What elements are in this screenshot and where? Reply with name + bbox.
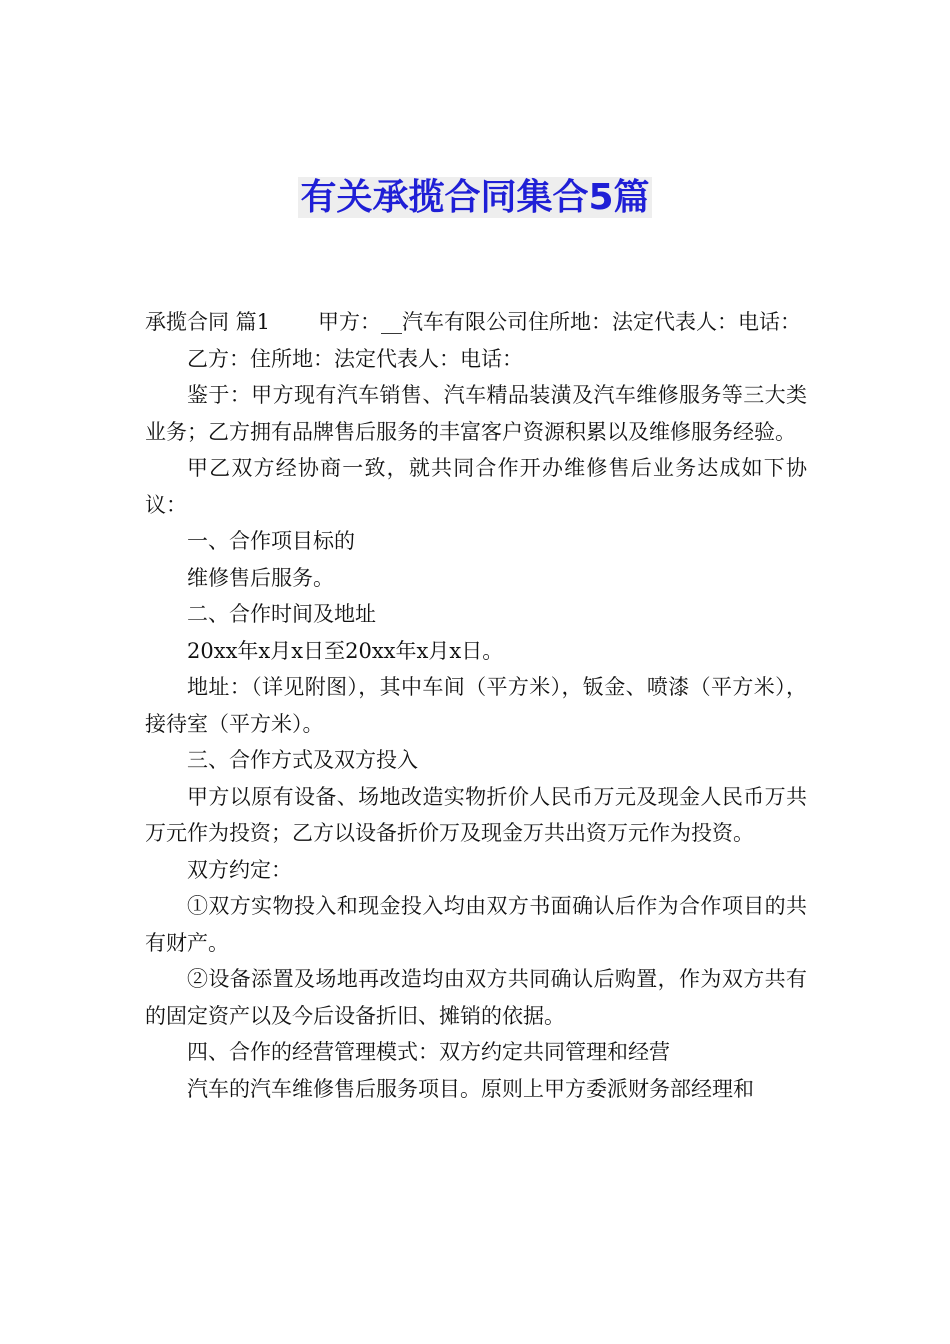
paragraph-16: 汽车的汽车维修售后服务项目。原则上甲方委派财务部经理和 [187,1076,754,1101]
paragraph-12: 双方约定： [187,857,292,882]
paragraph-6: 维修售后服务。 [187,565,334,590]
paragraph-4: 甲乙双方经协商一致，就共同合作开办维修售后业务达成如下协议： [145,456,807,517]
paragraph-3: 鉴于：甲方现有汽车销售、汽车精品装潢及汽车维修服务等三大类业务；乙方拥有品牌售后服务的丰富客户资源积累以及维修服务经验。 [145,383,807,444]
paragraph-10: 三、合作方式及双方投入 [187,748,418,772]
paragraph-14: ②设备添置及场地再改造均由双方共同确认后购置，作为双方共有的固定资产以及今后设备折旧、摊销的依据。 [145,967,807,1028]
paragraph-1 [145,304,807,341]
document-title [0,172,950,224]
paragraph-13: ①双方实物投入和现金投入均由双方书面确认后作为合作项目的共有财产。 [145,894,807,955]
paragraph-5: 一、合作项目标的 [187,529,355,553]
party-a-line: 甲方：__汽车有限公司住所地：法定代表人：电话： [318,310,802,334]
document-body [145,304,807,1107]
section-heading: 承揽合同 篇1 [145,310,271,334]
paragraph-9: 地址：（详见附图），其中车间（平方米），钣金、喷漆（平方米），接待室（平方米）。 [145,675,807,736]
paragraph-2: 乙方：住所地：法定代表人：电话： [187,346,523,371]
paragraph-7: 二、合作时间及地址 [187,602,376,626]
document-title-text: 有关承揽合同集合5篇 [300,177,650,218]
paragraph-8: 20xx年x月x日至20xx年x月x日。 [187,638,504,663]
paragraph-15: 四、合作的经营管理模式：双方约定共同管理和经营 [187,1040,670,1064]
paragraph-11: 甲方以原有设备、场地改造实物折价人民币万元及现金人民币万共万元作为投资；乙方以设备折价万及现金万共出资万元作为投资。 [145,784,807,845]
